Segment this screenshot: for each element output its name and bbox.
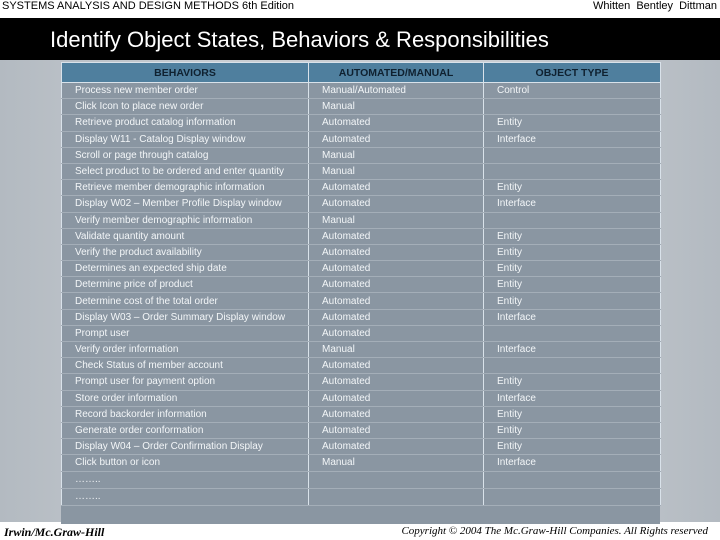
table-row (62, 147, 661, 163)
automation-cell: Manual (309, 99, 484, 115)
automation-cell: Manual (309, 342, 484, 358)
table-row (62, 228, 661, 244)
object-type-cell: Entity (484, 293, 661, 309)
behavior-cell: Display W02 – Member Profile Display window (62, 196, 309, 212)
table-row (62, 261, 661, 277)
table-row (62, 99, 661, 115)
table-row (62, 277, 661, 293)
behavior-cell: Select product to be ordered and enter quantity (62, 163, 309, 179)
object-type-cell: Entity (484, 261, 661, 277)
table-row (62, 471, 661, 488)
automation-cell: Automated (309, 358, 484, 374)
column-header-object-type: OBJECT TYPE (484, 63, 661, 83)
automation-cell: Automated (309, 422, 484, 438)
object-type-cell: Interface (484, 455, 661, 471)
automation-cell: Automated (309, 293, 484, 309)
behavior-cell: …….. (62, 471, 309, 488)
behavior-cell: Prompt user (62, 325, 309, 341)
automation-cell: Manual (309, 455, 484, 471)
object-type-cell (484, 147, 661, 163)
object-type-cell: Entity (484, 374, 661, 390)
object-type-cell: Entity (484, 115, 661, 131)
object-type-cell (484, 358, 661, 374)
top-header-bar (0, 0, 720, 16)
behavior-cell: Store order information (62, 390, 309, 406)
table-row (62, 342, 661, 358)
behavior-cell: Determines an expected ship date (62, 261, 309, 277)
copyright: Copyright © 2004 The Mc.Graw-Hill Companies. All Rights reserved (401, 525, 708, 537)
table-row (62, 390, 661, 406)
automation-cell: Automated (309, 228, 484, 244)
slide-title: Identify Object States, Behaviors & Responsibilities (50, 27, 549, 52)
column-header-automated-manual: AUTOMATED/MANUAL (309, 63, 484, 83)
behavior-cell: Display W11 - Catalog Display window (62, 131, 309, 147)
automation-cell: Automated (309, 325, 484, 341)
behavior-cell: Prompt user for payment option (62, 374, 309, 390)
automation-cell: Automated (309, 406, 484, 422)
object-type-cell (484, 325, 661, 341)
table-row (62, 488, 661, 505)
object-type-cell: Control (484, 83, 661, 99)
object-type-cell: Interface (484, 131, 661, 147)
behavior-cell: Scroll or page through catalog (62, 147, 309, 163)
object-type-cell: Entity (484, 422, 661, 438)
automation-cell: Automated (309, 261, 484, 277)
footer-bar (0, 524, 720, 540)
behavior-cell: Check Status of member account (62, 358, 309, 374)
object-type-cell (484, 488, 661, 505)
table-row (62, 244, 661, 260)
behavior-cell: Generate order conformation (62, 422, 309, 438)
table-row (62, 455, 661, 471)
object-type-cell: Entity (484, 439, 661, 455)
behavior-cell: Determine price of product (62, 277, 309, 293)
behavior-cell: Retrieve member demographic information (62, 180, 309, 196)
table-row (62, 180, 661, 196)
table-row (62, 196, 661, 212)
automation-cell: Automated (309, 180, 484, 196)
table-body (62, 83, 661, 506)
behavior-cell: Click button or icon (62, 455, 309, 471)
object-type-cell: Entity (484, 277, 661, 293)
behavior-cell: Record backorder information (62, 406, 309, 422)
behavior-cell: Verify order information (62, 342, 309, 358)
automation-cell: Automated (309, 374, 484, 390)
automation-cell: Automated (309, 196, 484, 212)
automation-cell: Manual (309, 147, 484, 163)
automation-cell (309, 488, 484, 505)
behavior-cell: …….. (62, 488, 309, 505)
object-type-cell: Interface (484, 342, 661, 358)
table-row (62, 131, 661, 147)
behavior-cell: Retrieve product catalog information (62, 115, 309, 131)
automation-cell: Automated (309, 309, 484, 325)
behavior-cell: Verify the product availability (62, 244, 309, 260)
behaviors-table-panel (61, 62, 660, 524)
object-type-cell: Entity (484, 180, 661, 196)
object-type-cell (484, 212, 661, 228)
object-type-cell: Interface (484, 309, 661, 325)
object-type-cell: Entity (484, 244, 661, 260)
table-row (62, 212, 661, 228)
behavior-cell: Click Icon to place new order (62, 99, 309, 115)
object-type-cell: Interface (484, 196, 661, 212)
column-header-behaviors: BEHAVIORS (62, 63, 309, 83)
object-type-cell (484, 163, 661, 179)
object-type-cell: Interface (484, 390, 661, 406)
table-row (62, 293, 661, 309)
object-type-cell: Entity (484, 406, 661, 422)
automation-cell (309, 471, 484, 488)
object-type-cell: Entity (484, 228, 661, 244)
automation-cell: Manual/Automated (309, 83, 484, 99)
table-row (62, 422, 661, 438)
publisher: Irwin/Mc.Graw-Hill (4, 525, 105, 539)
behaviors-table (61, 62, 661, 506)
table-row (62, 439, 661, 455)
automation-cell: Automated (309, 390, 484, 406)
automation-cell: Automated (309, 277, 484, 293)
table-row (62, 115, 661, 131)
automation-cell: Automated (309, 131, 484, 147)
automation-cell: Manual (309, 212, 484, 228)
table-row (62, 309, 661, 325)
table-row (62, 163, 661, 179)
table-row (62, 374, 661, 390)
behavior-cell: Verify member demographic information (62, 212, 309, 228)
automation-cell: Automated (309, 244, 484, 260)
book-title: SYSTEMS ANALYSIS AND DESIGN METHODS 6th Edition (2, 0, 294, 12)
object-type-cell (484, 99, 661, 115)
automation-cell: Manual (309, 163, 484, 179)
table-row (62, 406, 661, 422)
behavior-cell: Display W03 – Order Summary Display window (62, 309, 309, 325)
object-type-cell (484, 471, 661, 488)
behavior-cell: Display W04 – Order Confirmation Display (62, 439, 309, 455)
table-row (62, 325, 661, 341)
table-row (62, 358, 661, 374)
title-bar (0, 18, 720, 60)
table-header-row (62, 63, 661, 83)
authors: Whitten Bentley Dittman (593, 0, 717, 12)
behavior-cell: Validate quantity amount (62, 228, 309, 244)
table-row (62, 83, 661, 99)
behavior-cell: Process new member order (62, 83, 309, 99)
behavior-cell: Determine cost of the total order (62, 293, 309, 309)
automation-cell: Automated (309, 115, 484, 131)
automation-cell: Automated (309, 439, 484, 455)
